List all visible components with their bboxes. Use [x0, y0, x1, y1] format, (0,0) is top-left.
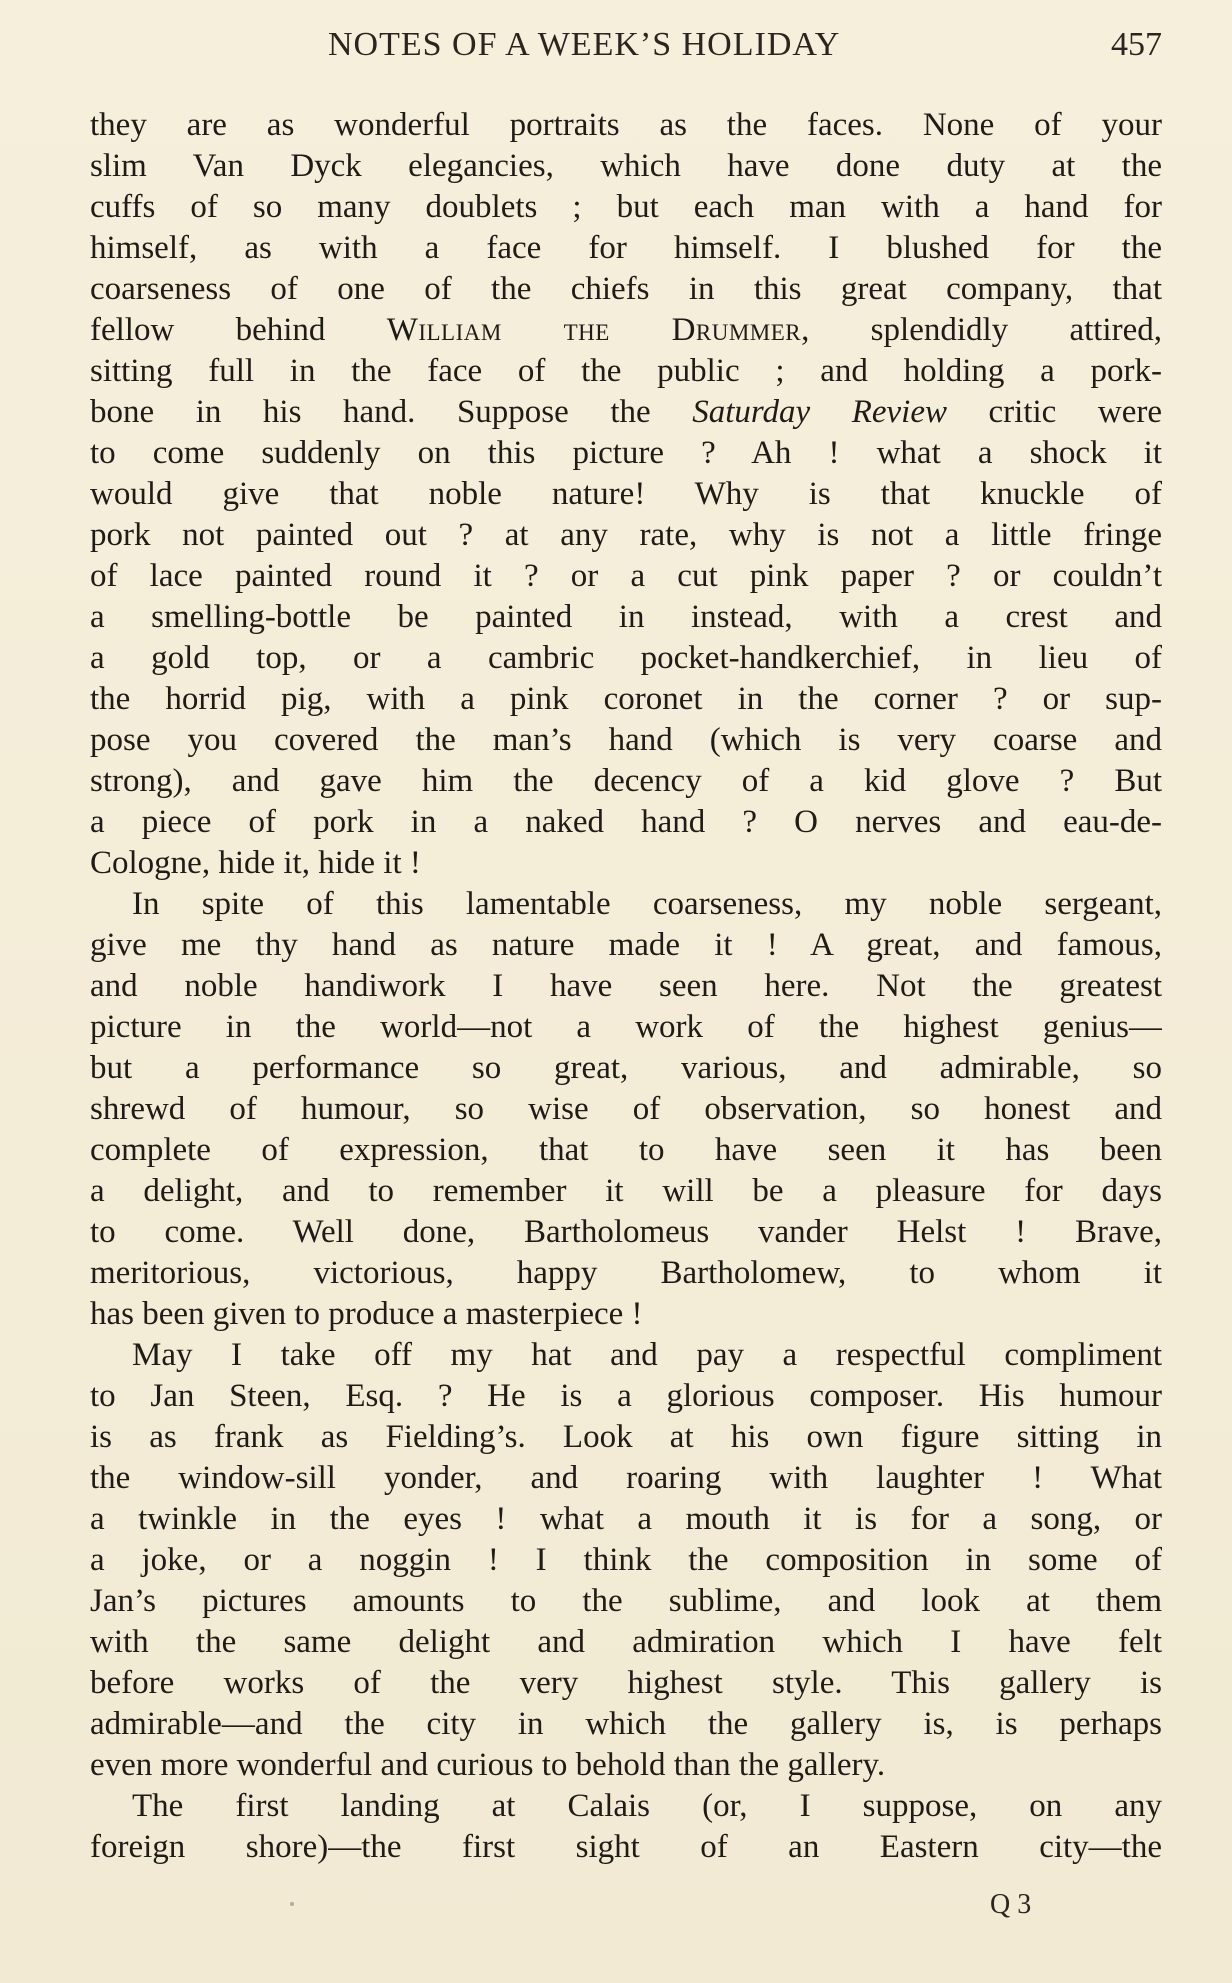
text-line-25: shrewd of humour, so wise of observation, so honest and [90, 1091, 1162, 1127]
text-line-41: even more wonderful and curious to behold than the gallery. [90, 1747, 886, 1783]
text-line-30: has been given to produce a masterpiece ! [90, 1296, 643, 1332]
text-line-21: give me thy hand as nature made it ! A great, and famous, [90, 927, 1162, 963]
page-header [88, 26, 1162, 70]
text-line-6-before: fellow behind [90, 312, 387, 348]
text-line-39: before works of the very highest style. This gallery is [90, 1665, 1162, 1701]
text-line-29: meritorious, victorious, happy Bartholomew, to whom it [90, 1255, 1162, 1291]
text-line-34: the window-sill yonder, and roaring with laughter ! What [90, 1460, 1162, 1496]
text-line-3: cuffs of so many doublets ; but each man with a hand for [90, 189, 1162, 225]
running-head: NOTES OF A WEEK’S HOLIDAY [328, 26, 841, 63]
text-line-1: they are as wonderful portraits as the faces. None of your [90, 107, 1162, 143]
text-line-28: to come. Well done, Bartholomeus vander Helst ! Brave, [90, 1214, 1162, 1250]
body-text [90, 105, 1162, 1868]
text-line-7: sitting full in the face of the public ; and holding a pork- [90, 353, 1162, 389]
text-line-32: to Jan Steen, Esq. ? He is a glorious composer. His humour [90, 1378, 1162, 1414]
text-line-40: admirable—and the city in which the gallery is, is perhaps [90, 1706, 1162, 1742]
text-line-22: and noble handiwork I have seen here. Not the greatest [90, 968, 1162, 1004]
text-line-36: a joke, or a noggin ! I think the composition in some of [90, 1542, 1162, 1578]
text-line-20: In spite of this lamentable coarseness, my noble sergeant, [132, 886, 1162, 922]
text-line-10: would give that noble nature! Why is that knuckle of [90, 476, 1162, 512]
text-line-31: May I take off my hat and pay a respectful compliment [132, 1337, 1162, 1373]
text-line-8 [90, 392, 1162, 433]
signature-mark: Q 3 [990, 1889, 1032, 1920]
text-line-37: Jan’s pictures amounts to the sublime, and look at them [90, 1583, 1162, 1619]
text-line-12: of lace painted round it ? or a cut pink paper ? or couldn’t [90, 558, 1162, 594]
text-line-19: Cologne, hide it, hide it ! [90, 845, 421, 881]
text-line-33: is as frank as Fielding’s. Look at his own figure sitting in [90, 1419, 1162, 1455]
text-line-9: to come suddenly on this picture ? Ah ! what a shock it [90, 435, 1162, 471]
text-line-6 [90, 310, 1162, 351]
text-line-6-after: , splendidly attired, [801, 312, 1162, 348]
text-line-11: pork not painted out ? at any rate, why is not a little fringe [90, 517, 1162, 553]
text-line-2: slim Van Dyck elegancies, which have done duty at the [90, 148, 1162, 184]
print-speck [290, 1902, 294, 1906]
text-line-13: a smelling-bottle be painted in instead, with a crest and [90, 599, 1162, 635]
page-number: 457 [1111, 26, 1162, 63]
text-line-35: a twinkle in the eyes ! what a mouth it is for a song, or [90, 1501, 1162, 1537]
text-line-17: strong), and gave him the decency of a kid glove ? But [90, 763, 1162, 799]
text-line-4: himself, as with a face for himself. I blushed for the [90, 230, 1162, 266]
text-line-43: foreign shore)—the first sight of an Eastern city—the [90, 1829, 1162, 1865]
character-name: William the Drummer [386, 312, 802, 348]
text-line-42: The first landing at Calais (or, I suppose, on any [132, 1788, 1162, 1824]
text-line-5: coarseness of one of the chiefs in this great company, that [90, 271, 1162, 307]
text-line-15: the horrid pig, with a pink coronet in the corner ? or sup- [90, 681, 1162, 717]
text-line-18: a piece of pork in a naked hand ? O nerves and eau-de- [90, 804, 1162, 840]
text-line-14: a gold top, or a cambric pocket-handkerchief, in lieu of [90, 640, 1162, 676]
text-line-27: a delight, and to remember it will be a pleasure for days [90, 1173, 1162, 1209]
text-line-26: complete of expression, that to have seen it has been [90, 1132, 1162, 1168]
text-line-8-before: bone in his hand. Suppose the [90, 394, 693, 430]
text-line-8-after: critic were [946, 394, 1162, 430]
text-line-38: with the same delight and admiration which I have felt [90, 1624, 1162, 1660]
text-line-23: picture in the world—not a work of the highest genius— [90, 1009, 1162, 1045]
publication-title: Saturday Review [692, 394, 947, 430]
text-line-24: but a performance so great, various, and admirable, so [90, 1050, 1162, 1086]
text-line-16: pose you covered the man’s hand (which is very coarse and [90, 722, 1162, 758]
